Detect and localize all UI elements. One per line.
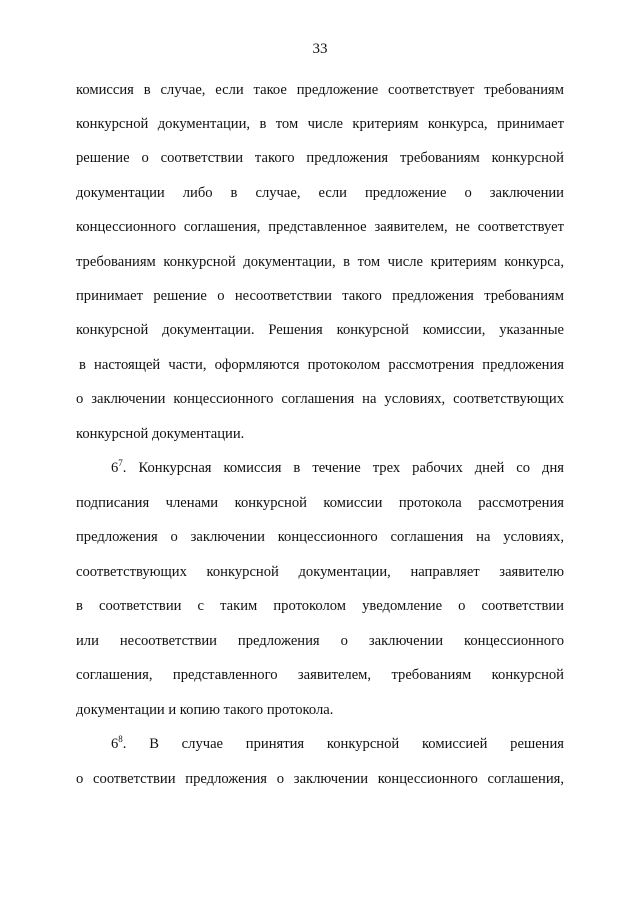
- text-line: о заключении концессионного соглашения на условиях, соответствующих: [76, 391, 564, 407]
- text-line: принимает решение о несоответствии такого предложения требованиям: [76, 288, 564, 304]
- text-line: конкурсной документации. Решения конкурсной комиссии, указанные: [76, 322, 564, 338]
- text-line: конкурсной документации, в том числе критериям конкурса, принимает: [76, 116, 564, 132]
- text-line: требованиям конкурсной документации, в том числе критериям конкурса,: [76, 254, 564, 270]
- text-line: подписания членами конкурсной комиссии протокола рассмотрения: [76, 495, 564, 511]
- text-line: о соответствии предложения о заключении концессионного соглашения,: [76, 771, 564, 787]
- text-line: соглашения, представленного заявителем, требованиям конкурсной: [76, 667, 564, 683]
- paragraph-first-line-text: . Конкурсная комиссия в течение трех рабочих дней со дня: [122, 460, 564, 476]
- text-line: предложения о заключении концессионного соглашения на условиях,: [76, 529, 564, 545]
- text-line: решение о соответствии такого предложения требованиям конкурсной: [76, 150, 564, 166]
- text-line: концессионного соглашения, представленное заявителем, не соответствует: [76, 219, 564, 235]
- paragraph-first-line-text: . В случае принятия конкурсной комиссией решения: [122, 736, 564, 752]
- text-line: документации либо в случае, если предложение о заключении: [76, 185, 564, 201]
- text-line: соответствующих конкурсной документации, направляет заявителю: [76, 564, 564, 580]
- paragraph-first-line: [111, 734, 564, 754]
- paragraph-superscript: 8: [118, 734, 123, 745]
- page-number: 33: [312, 41, 328, 57]
- text-line: комиссия в случае, если такое предложение соответствует требованиям: [76, 82, 564, 98]
- paragraph-number: $6^8$: [111, 734, 123, 752]
- paragraph-superscript: 7: [118, 458, 123, 469]
- paragraph-first-line: [111, 458, 564, 478]
- text-line: или несоответствии предложения о заключении концессионного: [76, 633, 564, 649]
- text-line: конкурсной документации.: [76, 426, 245, 442]
- text-line: в соответствии с таким протоколом уведомление о соответствии: [76, 598, 564, 614]
- paragraph-number: $6^7$: [111, 458, 123, 476]
- text-line: документации и копию такого протокола.: [76, 702, 334, 718]
- text-line: в настоящей части, оформляются протоколом рассмотрения предложения: [79, 357, 564, 373]
